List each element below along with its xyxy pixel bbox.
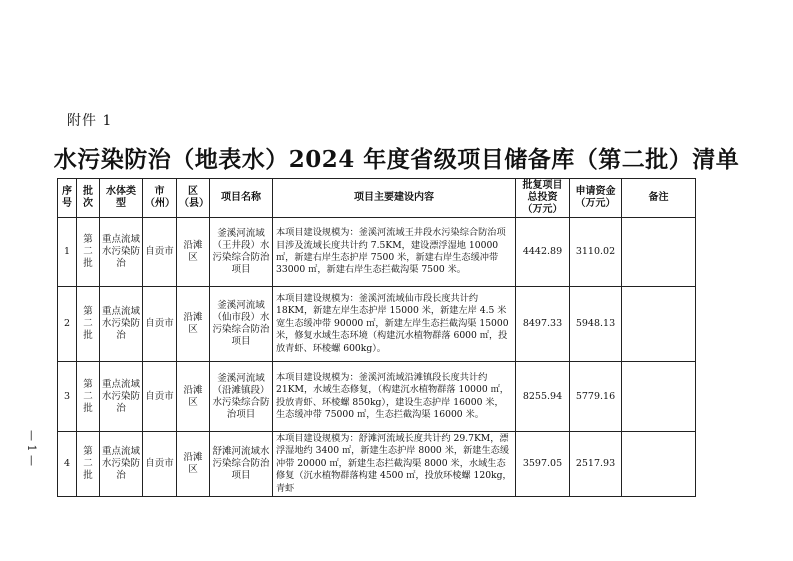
- cell-remark: [622, 287, 696, 362]
- table-row: [58, 218, 696, 287]
- cell-district: 沿滩区: [177, 287, 210, 362]
- cell-no: 2: [58, 287, 77, 362]
- cell-investment: 3597.05: [516, 432, 570, 497]
- cell-no: 1: [58, 218, 77, 287]
- document-title: 水污染防治（地表水）2024 年度省级项目储备库（第二批）清单: [53, 146, 740, 173]
- header-funds: 申请资金（万元）: [570, 179, 622, 218]
- header-district: 区（县）: [177, 179, 210, 218]
- cell-remark: [622, 218, 696, 287]
- attachment-label: 附件 1: [67, 113, 113, 129]
- cell-remark: [622, 432, 696, 497]
- cell-investment: 4442.89: [516, 218, 570, 287]
- cell-no: 3: [58, 362, 77, 432]
- header-city: 市（州）: [143, 179, 177, 218]
- project-table: [57, 178, 696, 497]
- cell-batch: 第二批: [77, 362, 100, 432]
- cell-district: 沿滩区: [177, 362, 210, 432]
- cell-project-name: 釜溪河流域（王井段）水污染综合防治项目: [210, 218, 273, 287]
- cell-city: 自贡市: [143, 287, 177, 362]
- cell-funds: 5779.16: [570, 362, 622, 432]
- cell-district: 沿滩区: [177, 432, 210, 497]
- table-header-row: [58, 179, 696, 218]
- cell-water-type: 重点流域水污染防治: [100, 287, 143, 362]
- cell-content: 本项目建设规模为：釜溪河流域王井段水污染综合防治项目涉及流域长度共计约 7.5KM，建设漂浮湿地 10000 ㎡，新建右岸生态护岸 7500 米，新建右岸生态缓冲带 33000 ㎡，新建右岸生态拦截沟渠 7500 米。: [273, 218, 516, 287]
- cell-batch: 第二批: [77, 287, 100, 362]
- cell-project-name: 舒滩河流域水污染综合防治项目: [210, 432, 273, 497]
- header-remark: 备注: [622, 179, 696, 218]
- cell-water-type: 重点流域水污染防治: [100, 218, 143, 287]
- cell-investment: 8497.33: [516, 287, 570, 362]
- table-row: [58, 362, 696, 432]
- table-row: [58, 432, 696, 497]
- header-investment: 批复项目总投资（万元）: [516, 179, 570, 218]
- cell-funds: 3110.02: [570, 218, 622, 287]
- cell-project-name: 釜溪河流域（沿滩镇段）水污染综合防治项目: [210, 362, 273, 432]
- cell-content: 本项目建设规模为：釜溪河流域沿滩镇段长度共计约 21KM，水域生态修复，（构建沉水植物群落 10000 ㎡，投放青虾、环棱螺 850kg），建设生态护岸 16000 米，生态缓冲带 75000 ㎡，生态拦截沟渠 16000 米。: [273, 362, 516, 432]
- header-content: 项目主要建设内容: [273, 179, 516, 218]
- cell-content: 本项目建设规模为：釜溪河流域仙市段长度共计约 18KM，新建左岸生态护岸 15000 米，新建左岸 4.5 米宽生态缓冲带 90000 ㎡，新建左岸生态拦截沟渠 15000 米，修复水域生态环境（构建沉水植物群落 6000 ㎡，投放青虾、环棱螺 600kg）。: [273, 287, 516, 362]
- page-number: — 1 —: [25, 430, 38, 466]
- cell-no: 4: [58, 432, 77, 497]
- cell-project-name: 釜溪河流域（仙市段）水污染综合防治项目: [210, 287, 273, 362]
- cell-batch: 第二批: [77, 218, 100, 287]
- cell-funds: 5948.13: [570, 287, 622, 362]
- cell-water-type: 重点流域水污染防治: [100, 362, 143, 432]
- header-water-type: 水体类型: [100, 179, 143, 218]
- header-project-name: 项目名称: [210, 179, 273, 218]
- cell-city: 自贡市: [143, 218, 177, 287]
- cell-district: 沿滩区: [177, 218, 210, 287]
- cell-city: 自贡市: [143, 362, 177, 432]
- cell-investment: 8255.94: [516, 362, 570, 432]
- cell-batch: 第二批: [77, 432, 100, 497]
- cell-city: 自贡市: [143, 432, 177, 497]
- table-row: [58, 287, 696, 362]
- header-no: 序号: [58, 179, 77, 218]
- cell-funds: 2517.93: [570, 432, 622, 497]
- header-batch: 批次: [77, 179, 100, 218]
- cell-content: 本项目建设规模为：舒滩河流域长度共计约 29.7KM，漂浮湿地约 3400 ㎡，新建生态护岸 8000 米，新建生态缓冲带 20000 ㎡，新建生态拦截沟渠 8000 米，水域生态修复（沉水植物群落构建 4500 ㎡，投放环棱螺 120kg，青虾: [273, 432, 516, 497]
- cell-remark: [622, 362, 696, 432]
- cell-water-type: 重点流域水污染防治: [100, 432, 143, 497]
